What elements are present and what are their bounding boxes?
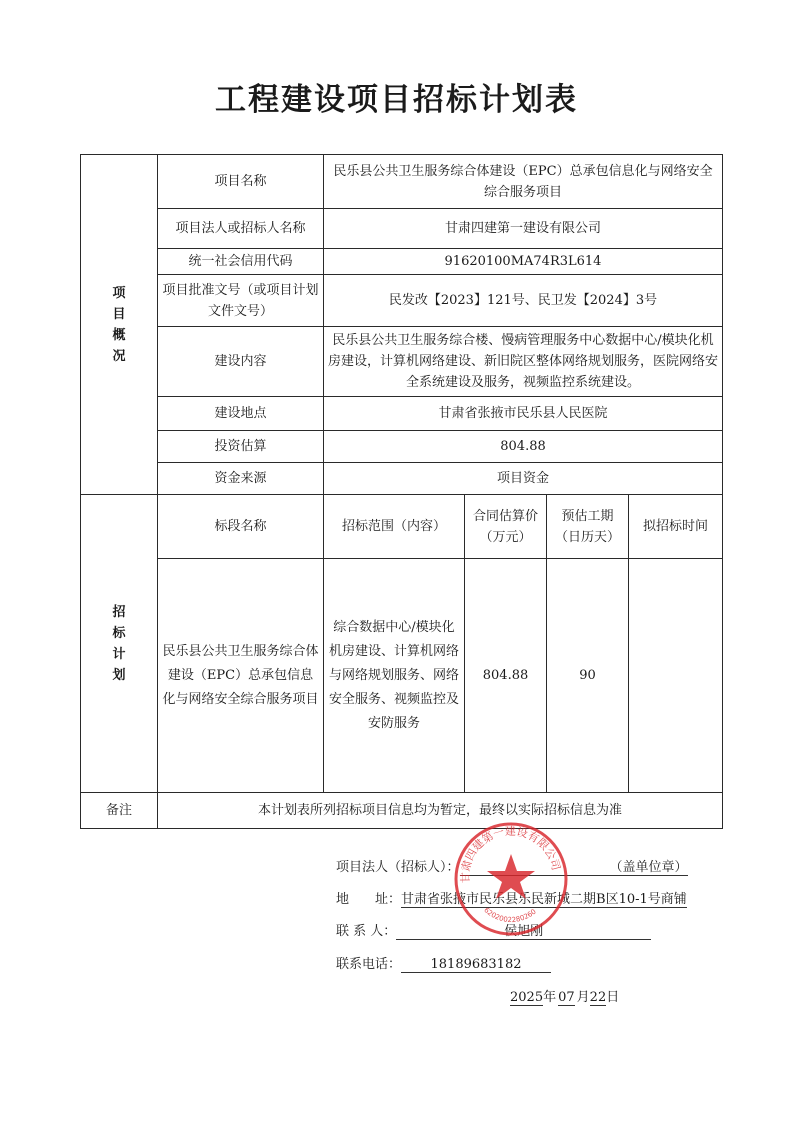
cell-scope: 综合数据中心/模块化机房建设、计算机网络与网络规划服务、网络安全服务、视频监控及安防服务 (324, 559, 465, 793)
footer-date: 2025年 07 月22日 (510, 990, 620, 1005)
seal-star-icon (487, 854, 535, 899)
remarks-text: 本计划表所列招标项目信息均为暂定，最终以实际招标信息为准 (158, 793, 723, 829)
row-value-project-name: 民乐县公共卫生服务综合体建设（EPC）总承包信息化与网络安全综合服务项目 (324, 155, 723, 209)
row-value-funding: 项目资金 (324, 463, 723, 495)
row-label-approval-no: 项目批准文号（或项目计划文件文号） (158, 275, 324, 327)
seal-code: 6202002280260 (482, 906, 538, 925)
row-label-investment: 投资估算 (158, 431, 324, 463)
header-planned-time: 拟招标时间 (629, 495, 723, 559)
row-label-content: 建设内容 (158, 327, 324, 397)
footer-legal-person: 项目法人（招标人）： （盖单位章） (336, 856, 688, 876)
seal-text: 甘肃四建第一建设有限公司 (458, 824, 563, 884)
address-value: 甘肃省张掖市民乐县乐民新城二期B区10-1号商铺 (401, 888, 687, 908)
footer-contact: 联 系 人： 侯旭刚 (336, 920, 651, 940)
header-contract-price: 合同估算价（万元） (465, 495, 547, 559)
row-label-location: 建设地点 (158, 397, 324, 431)
row-value-investment: 804.88 (324, 431, 723, 463)
row-value-tenderer: 甘肃四建第一建设有限公司 (324, 209, 723, 249)
footer-address: 地 址：甘肃省张掖市民乐县乐民新城二期B区10-1号商铺 (336, 888, 687, 908)
cell-duration: 90 (547, 559, 629, 793)
row-value-content: 民乐县公共卫生服务综合楼、慢病管理服务中心数据中心/模块化机房建设，计算机网络建设、新旧院区整体网络规划服务，医院网络安全系统建设及服务，视频监控系统建设。 (324, 327, 723, 397)
cell-contract-price: 804.88 (465, 559, 547, 793)
cell-lot-name: 民乐县公共卫生服务综合体建设（EPC）总承包信息化与网络安全综合服务项目 (158, 559, 324, 793)
footer-phone: 联系电话： 18189683182 (336, 953, 551, 973)
row-label-tenderer: 项目法人或招标人名称 (158, 209, 324, 249)
row-value-approval-no: 民发改【2023】121号、民卫发【2024】3号 (324, 275, 723, 327)
document-title: 工程建设项目招标计划表 (215, 82, 578, 118)
plan-section-label: 招 标 计 划 (81, 495, 158, 793)
row-label-funding: 资金来源 (158, 463, 324, 495)
remarks-label: 备注 (81, 793, 158, 829)
row-value-credit-code: 91620100MA74R3L614 (324, 249, 723, 275)
phone-value: 18189683182 (401, 957, 551, 973)
plan-table (80, 154, 723, 829)
header-scope: 招标范围（内容） (324, 495, 465, 559)
header-lot-name: 标段名称 (158, 495, 324, 559)
row-label-credit-code: 统一社会信用代码 (158, 249, 324, 275)
row-value-location: 甘肃省张掖市民乐县人民医院 (324, 397, 723, 431)
cell-planned-time (629, 559, 723, 793)
header-duration: 预估工期（日历天） (547, 495, 629, 559)
overview-section-label: 项 目 概 况 (81, 155, 158, 495)
company-seal (452, 820, 570, 938)
row-label-project-name: 项目名称 (158, 155, 324, 209)
seal-note: （盖单位章） (610, 856, 688, 876)
contact-value: 侯旭刚 (396, 920, 651, 940)
